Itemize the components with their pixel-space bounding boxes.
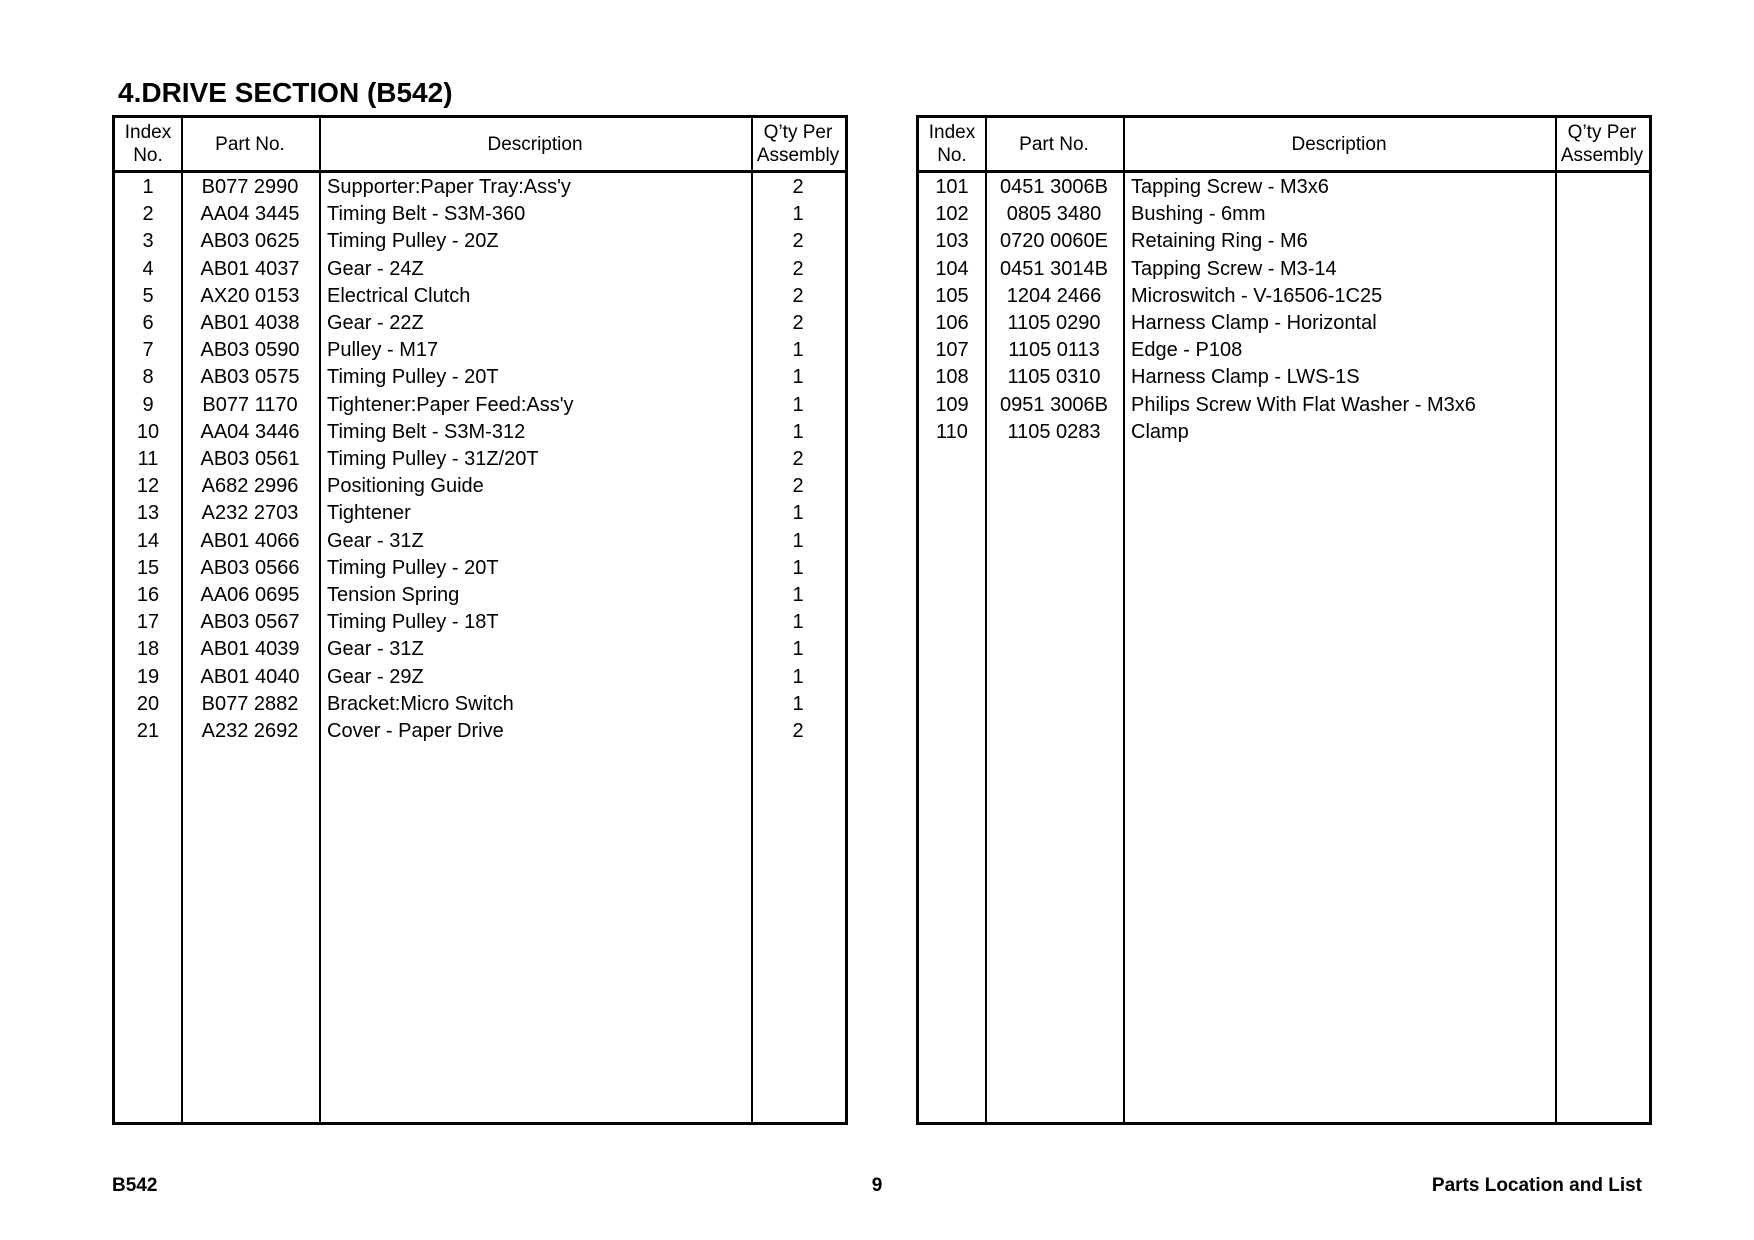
- cell-index: 8: [142, 366, 154, 389]
- cell-description: Timing Pulley - 20T: [327, 366, 499, 389]
- table-row: [115, 283, 845, 310]
- cell-index: 108: [935, 366, 969, 389]
- cell-index: 3: [142, 230, 154, 253]
- cell-index: 12: [136, 475, 160, 498]
- cell-description: Timing Pulley - 20T: [327, 556, 499, 579]
- cell-part-no: AB01 4038: [200, 312, 300, 334]
- cell-index: 20: [136, 692, 160, 715]
- header-index: Index No.: [928, 122, 976, 166]
- cell-index: 21: [136, 720, 160, 742]
- cell-description: Gear - 29Z: [327, 665, 424, 688]
- table-row: [115, 609, 845, 636]
- table-row: [115, 256, 845, 283]
- cell-part-no: AA04 3446: [200, 420, 300, 443]
- cell-index: 110: [936, 420, 968, 443]
- cell-index: 17: [136, 611, 160, 634]
- cell-qty: 1: [792, 692, 804, 715]
- table-row: [115, 174, 845, 201]
- header-part-no: Part No.: [215, 133, 285, 155]
- cell-index: 104: [935, 257, 969, 280]
- cell-qty: 1: [792, 611, 804, 634]
- table-row: [919, 337, 1649, 364]
- table-row: [115, 364, 845, 391]
- table-row: [115, 528, 845, 555]
- cell-qty: 2: [792, 230, 804, 253]
- cell-qty: 1: [792, 366, 804, 389]
- table-row: [115, 500, 845, 527]
- cell-part-no: AB03 0590: [200, 339, 300, 362]
- table-row: [919, 364, 1649, 391]
- cell-description: Timing Pulley - 31Z/20T: [327, 448, 539, 470]
- cell-index: 101: [935, 176, 969, 198]
- table-row: [115, 473, 845, 500]
- cell-part-no: AB01 4039: [200, 638, 300, 661]
- cell-qty: 1: [792, 529, 804, 552]
- cell-qty: 1: [792, 420, 804, 443]
- cell-part-no: A682 2996: [201, 475, 299, 498]
- cell-index: 10: [136, 420, 160, 443]
- header-index: Index No.: [124, 122, 172, 166]
- cell-part-no: B077 2882: [201, 692, 299, 715]
- table-row: [115, 392, 845, 419]
- footer-page-number: 9: [871, 1175, 883, 1196]
- cell-part-no: AA06 0695: [200, 584, 300, 606]
- cell-part-no: 1105 0290: [1007, 312, 1101, 334]
- cell-description: Retaining Ring - M6: [1131, 230, 1308, 253]
- table-row: [115, 691, 845, 718]
- cell-qty: 1: [792, 203, 804, 226]
- cell-description: Timing Belt - S3M-312: [327, 420, 526, 443]
- table-row: [919, 392, 1649, 419]
- cell-description: Tension Spring: [327, 584, 460, 606]
- cell-description: Harness Clamp - LWS-1S: [1131, 366, 1360, 389]
- table-row: [115, 636, 845, 663]
- cell-qty: 1: [792, 393, 804, 416]
- cell-index: 1: [142, 176, 154, 198]
- cell-qty: 2: [792, 176, 804, 198]
- cell-part-no: 0451 3014B: [1000, 257, 1108, 280]
- cell-description: Tapping Screw - M3-14: [1131, 257, 1337, 280]
- table-row: [919, 201, 1649, 228]
- cell-index: 105: [935, 284, 969, 307]
- table-row: [115, 419, 845, 446]
- cell-part-no: 1105 0113: [1008, 339, 1100, 362]
- cell-description: Timing Pulley - 20Z: [327, 230, 499, 253]
- cell-index: 13: [136, 502, 160, 525]
- table-row: [115, 446, 845, 473]
- table-row: [115, 664, 845, 691]
- cell-description: Microswitch - V-16506-1C25: [1131, 284, 1383, 307]
- table-row: [919, 174, 1649, 201]
- header-part-no: Part No.: [1019, 133, 1089, 155]
- cell-index: 18: [136, 638, 160, 661]
- cell-part-no: 1105 0283: [1007, 420, 1101, 443]
- table-row: [919, 256, 1649, 283]
- cell-description: Timing Pulley - 18T: [327, 611, 499, 634]
- cell-qty: 2: [792, 257, 804, 280]
- cell-part-no: AB01 4040: [200, 665, 300, 688]
- cell-description: Positioning Guide: [327, 475, 484, 498]
- cell-part-no: AB03 0625: [200, 230, 300, 253]
- cell-index: 4: [142, 257, 154, 280]
- cell-part-no: A232 2692: [201, 720, 299, 742]
- table-row: [115, 201, 845, 228]
- cell-description: Harness Clamp - Horizontal: [1131, 312, 1377, 334]
- cell-description: Tapping Screw - M3x6: [1131, 176, 1329, 198]
- cell-index: 5: [142, 284, 154, 307]
- cell-description: Gear - 22Z: [327, 312, 424, 334]
- header-divider: [115, 170, 845, 173]
- cell-description: Philips Screw With Flat Washer - M3x6: [1131, 393, 1476, 416]
- cell-description: Tightener: [327, 502, 411, 525]
- cell-qty: 1: [792, 665, 804, 688]
- cell-index: 7: [142, 339, 154, 362]
- cell-part-no: 0720 0060E: [1000, 230, 1108, 253]
- footer-model: B542: [112, 1175, 158, 1196]
- cell-part-no: AB03 0561: [200, 448, 300, 470]
- cell-description: Pulley - M17: [327, 339, 439, 362]
- cell-part-no: AB01 4037: [200, 257, 300, 280]
- cell-qty: 2: [792, 312, 804, 334]
- table-row: [115, 228, 845, 255]
- cell-qty: 1: [792, 584, 804, 606]
- cell-part-no: 0451 3006B: [1000, 176, 1108, 198]
- cell-index: 106: [935, 312, 969, 334]
- header-description: Description: [1291, 133, 1387, 155]
- cell-description: Gear - 31Z: [327, 638, 424, 661]
- cell-index: 16: [136, 584, 160, 606]
- table-row: [919, 419, 1649, 446]
- cell-qty: 1: [792, 339, 804, 362]
- cell-part-no: AB03 0575: [200, 366, 300, 389]
- cell-qty: 2: [792, 284, 804, 307]
- cell-qty: 1: [792, 502, 804, 525]
- table-row: [919, 310, 1649, 337]
- cell-index: 107: [935, 339, 969, 362]
- cell-part-no: 0805 3480: [1006, 203, 1102, 226]
- cell-part-no: AB03 0566: [200, 556, 300, 579]
- page-title: 4.DRIVE SECTION (B542): [118, 77, 453, 108]
- cell-qty: 1: [792, 638, 804, 661]
- cell-description: Bushing - 6mm: [1131, 203, 1266, 226]
- parts-table-left: [112, 115, 848, 1125]
- cell-part-no: AA04 3445: [200, 203, 300, 226]
- cell-index: 19: [136, 665, 160, 688]
- cell-description: Cover - Paper Drive: [327, 720, 504, 742]
- cell-index: 102: [935, 203, 969, 226]
- cell-description: Tightener:Paper Feed:Ass'y: [327, 393, 574, 416]
- cell-part-no: B077 1170: [202, 393, 298, 416]
- header-divider: [919, 170, 1649, 173]
- cell-part-no: B077 2990: [201, 176, 299, 198]
- cell-part-no: A232 2703: [201, 502, 299, 525]
- cell-description: Gear - 31Z: [327, 529, 424, 552]
- cell-index: 103: [935, 230, 969, 253]
- cell-index: 9: [142, 393, 154, 416]
- cell-description: Supporter:Paper Tray:Ass'y: [327, 176, 571, 198]
- cell-description: Gear - 24Z: [327, 257, 424, 280]
- table-row: [919, 283, 1649, 310]
- table-row: [115, 582, 845, 609]
- header-qty: Q’ty Per Assembly: [756, 122, 840, 166]
- parts-table-right: [916, 115, 1652, 1125]
- cell-description: Clamp: [1131, 420, 1189, 443]
- cell-part-no: 1105 0310: [1007, 366, 1101, 389]
- cell-description: Bracket:Micro Switch: [327, 692, 514, 715]
- cell-qty: 2: [792, 448, 804, 470]
- header-qty: Q’ty Per Assembly: [1560, 122, 1644, 166]
- header-description: Description: [487, 133, 583, 155]
- cell-index: 11: [137, 448, 159, 470]
- cell-index: 2: [142, 203, 154, 226]
- cell-qty: 2: [792, 475, 804, 498]
- cell-qty: 1: [792, 556, 804, 579]
- cell-index: 109: [935, 393, 969, 416]
- cell-part-no: 1204 2466: [1006, 284, 1102, 307]
- table-row: [115, 337, 845, 364]
- cell-index: 14: [136, 529, 160, 552]
- footer-section-title: Parts Location and List: [1431, 1175, 1642, 1196]
- cell-description: Edge - P108: [1131, 339, 1243, 362]
- cell-part-no: AB01 4066: [200, 529, 300, 552]
- cell-description: Electrical Clutch: [327, 284, 471, 307]
- table-row: [115, 718, 845, 745]
- cell-part-no: 0951 3006B: [1000, 393, 1108, 416]
- cell-index: 6: [142, 312, 154, 334]
- table-row: [919, 228, 1649, 255]
- table-row: [115, 310, 845, 337]
- table-row: [115, 555, 845, 582]
- cell-qty: 2: [792, 720, 804, 742]
- cell-index: 15: [136, 556, 160, 579]
- cell-description: Timing Belt - S3M-360: [327, 203, 526, 226]
- cell-part-no: AB03 0567: [200, 611, 300, 634]
- cell-part-no: AX20 0153: [200, 284, 300, 307]
